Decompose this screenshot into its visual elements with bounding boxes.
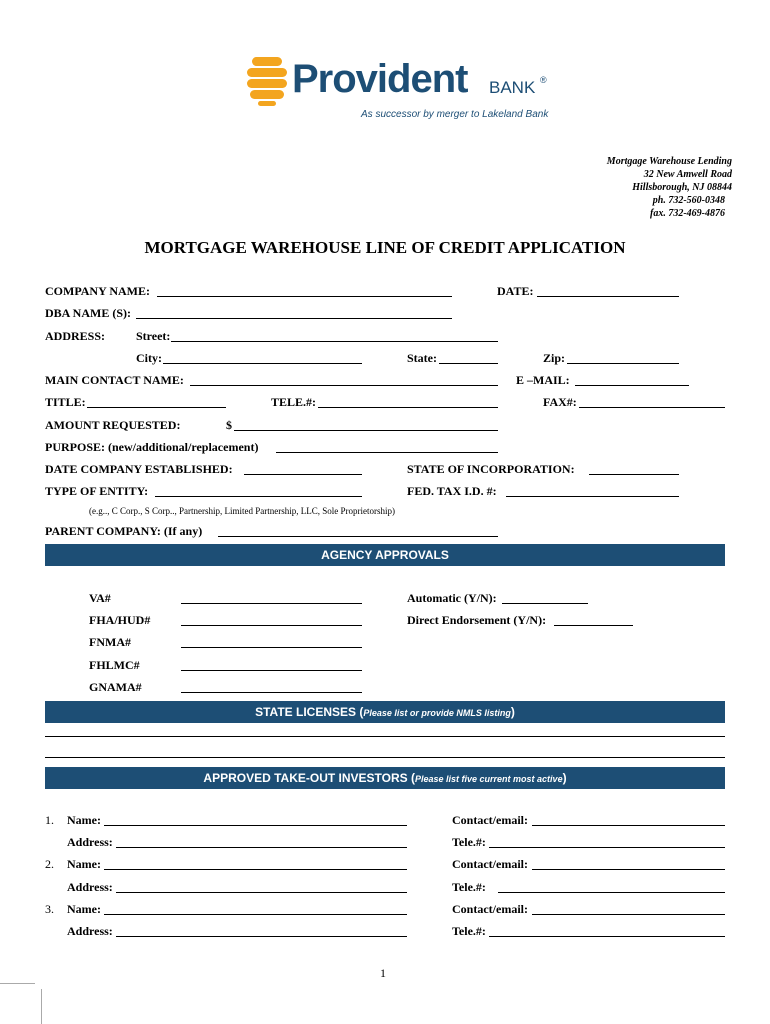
investor-3-address-label: Address: [67,924,113,938]
investors-note: Please list five current most active [415,774,563,784]
investor-1-number: 1. [45,813,54,827]
fha-label: FHA/HUD# [89,613,151,627]
investor-2-name-label: Name: [67,857,101,871]
investors-title: APPROVED TAKE-OUT INVESTORS ( [203,771,415,785]
investor-2-contact-label: Contact/email: [452,857,528,871]
lender-fax: fax. 732-469-4876 [650,208,725,219]
investor-2-address-field[interactable] [116,892,407,893]
dba-field[interactable] [136,318,452,319]
agency-approvals-title: AGENCY APPROVALS [321,548,449,562]
date-established-label: DATE COMPANY ESTABLISHED: [45,462,233,476]
investor-3-contact-field[interactable] [532,914,725,915]
parent-company-label: PARENT COMPANY: (If any) [45,524,203,538]
tele-label: TELE.#: [271,395,317,409]
main-contact-label: MAIN CONTACT NAME: [45,373,184,387]
zip-field[interactable] [567,363,679,364]
investor-2-contact-field[interactable] [532,869,725,870]
state-field[interactable] [439,363,498,364]
va-field[interactable] [181,603,362,604]
tax-id-field[interactable] [506,496,679,497]
date-established-field[interactable] [244,474,362,475]
tele-field[interactable] [318,407,498,408]
investor-3-address-field[interactable] [116,936,407,937]
date-label: DATE: [497,284,534,298]
brand-registered: ® [540,75,547,85]
investor-2-number: 2. [45,857,54,871]
investor-1-contact-label: Contact/email: [452,813,528,827]
zip-label: Zip: [543,351,566,365]
direct-endorsement-label: Direct Endorsement (Y/N): [407,613,547,627]
investor-3-tele-field[interactable] [489,936,725,937]
purpose-label: PURPOSE: (new/additional/replacement) [45,440,259,454]
investor-3-contact-label: Contact/email: [452,902,528,916]
fhlmc-label: FHLMC# [89,658,140,672]
address-label: ADDRESS: [45,329,106,343]
investor-2-tele-label: Tele.#: [452,880,486,894]
amount-label: AMOUNT REQUESTED: [45,418,181,432]
gnama-field[interactable] [181,692,362,693]
investor-3-tele-label: Tele.#: [452,924,486,938]
investor-1-name-field[interactable] [104,825,407,826]
title-label: TITLE: [45,395,86,409]
state-incorporation-label: STATE OF INCORPORATION: [407,462,575,476]
automatic-label: Automatic (Y/N): [407,591,497,605]
lender-street: 32 New Amwell Road [643,169,732,180]
fhlmc-field[interactable] [181,670,362,671]
entity-hint: (e.g.., C Corp., S Corp.., Partnership, Limited Partnership, LLC, Sole Proprietorship) [89,506,395,516]
date-field[interactable] [537,296,679,297]
dba-label: DBA NAME (S): [45,306,131,320]
city-label: City: [136,351,162,365]
investor-1-address-label: Address: [67,835,113,849]
fha-field[interactable] [181,625,362,626]
lender-dept: Mortgage Warehouse Lending [606,156,732,167]
company-name-field[interactable] [157,296,452,297]
street-label: Street: [136,329,171,343]
investor-3-name-label: Name: [67,902,101,916]
investor-1-address-field[interactable] [116,847,407,848]
fnma-label: FNMA# [89,635,131,649]
email-label: E –MAIL: [516,373,570,387]
fax-field[interactable] [579,407,725,408]
state-licenses-close: ) [510,705,515,719]
investors-close: ) [562,771,567,785]
main-contact-field[interactable] [190,385,498,386]
crop-mark-horizontal [0,983,35,984]
state-licenses-note: Please list or provide NMLS listing [363,708,511,718]
state-licenses-title: STATE LICENSES ( [255,705,364,719]
investor-3-number: 3. [45,902,54,916]
dollar-sign: $ [226,418,232,432]
company-name-label: COMPANY NAME: [45,284,150,298]
lender-address [607,155,732,220]
state-licenses-header [45,701,725,723]
page-title: MORTGAGE WAREHOUSE LINE OF CREDIT APPLICATION [144,238,626,257]
fnma-field[interactable] [181,647,362,648]
fax-label: FAX#: [543,395,577,409]
brand-tagline: As successor by merger to Lakeland Bank [361,109,549,120]
investor-1-tele-field[interactable] [489,847,725,848]
investors-header [45,767,725,789]
entity-type-label: TYPE OF ENTITY: [45,484,149,498]
purpose-field[interactable] [276,452,498,453]
email-field[interactable] [575,385,689,386]
state-label: State: [407,351,437,365]
brand-suffix: BANK [489,78,536,97]
page-number: 1 [380,966,386,980]
va-label: VA# [89,591,111,605]
crop-mark-vertical [41,989,42,1024]
investor-1-name-label: Name: [67,813,101,827]
entity-type-field[interactable] [155,496,362,497]
investor-1-contact-field[interactable] [532,825,725,826]
state-licenses-line-2[interactable] [45,757,725,758]
brand-name: Provident [292,57,468,101]
parent-company-field[interactable] [218,536,498,537]
automatic-field[interactable] [502,603,588,604]
amount-field[interactable] [234,430,498,431]
state-incorporation-field[interactable] [589,474,679,475]
lender-city: Hillsborough, NJ 08844 [632,182,732,193]
street-field[interactable] [171,341,498,342]
investor-2-tele-field[interactable] [498,892,725,893]
tax-id-label: FED. TAX I.D. #: [407,484,497,498]
gnama-label: GNAMA# [89,680,142,694]
investor-3-name-field[interactable] [104,914,407,915]
beehive-logo-icon [246,55,288,107]
direct-endorsement-field[interactable] [554,625,633,626]
state-licenses-line-1[interactable] [45,736,725,737]
investor-2-name-field[interactable] [104,869,407,870]
investor-1-tele-label: Tele.#: [452,835,486,849]
title-field[interactable] [87,407,226,408]
logo [246,55,556,125]
lender-phone: ph. 732-560-0348 [652,195,725,206]
city-field[interactable] [163,363,362,364]
agency-approvals-header [45,544,725,566]
investor-2-address-label: Address: [67,880,113,894]
